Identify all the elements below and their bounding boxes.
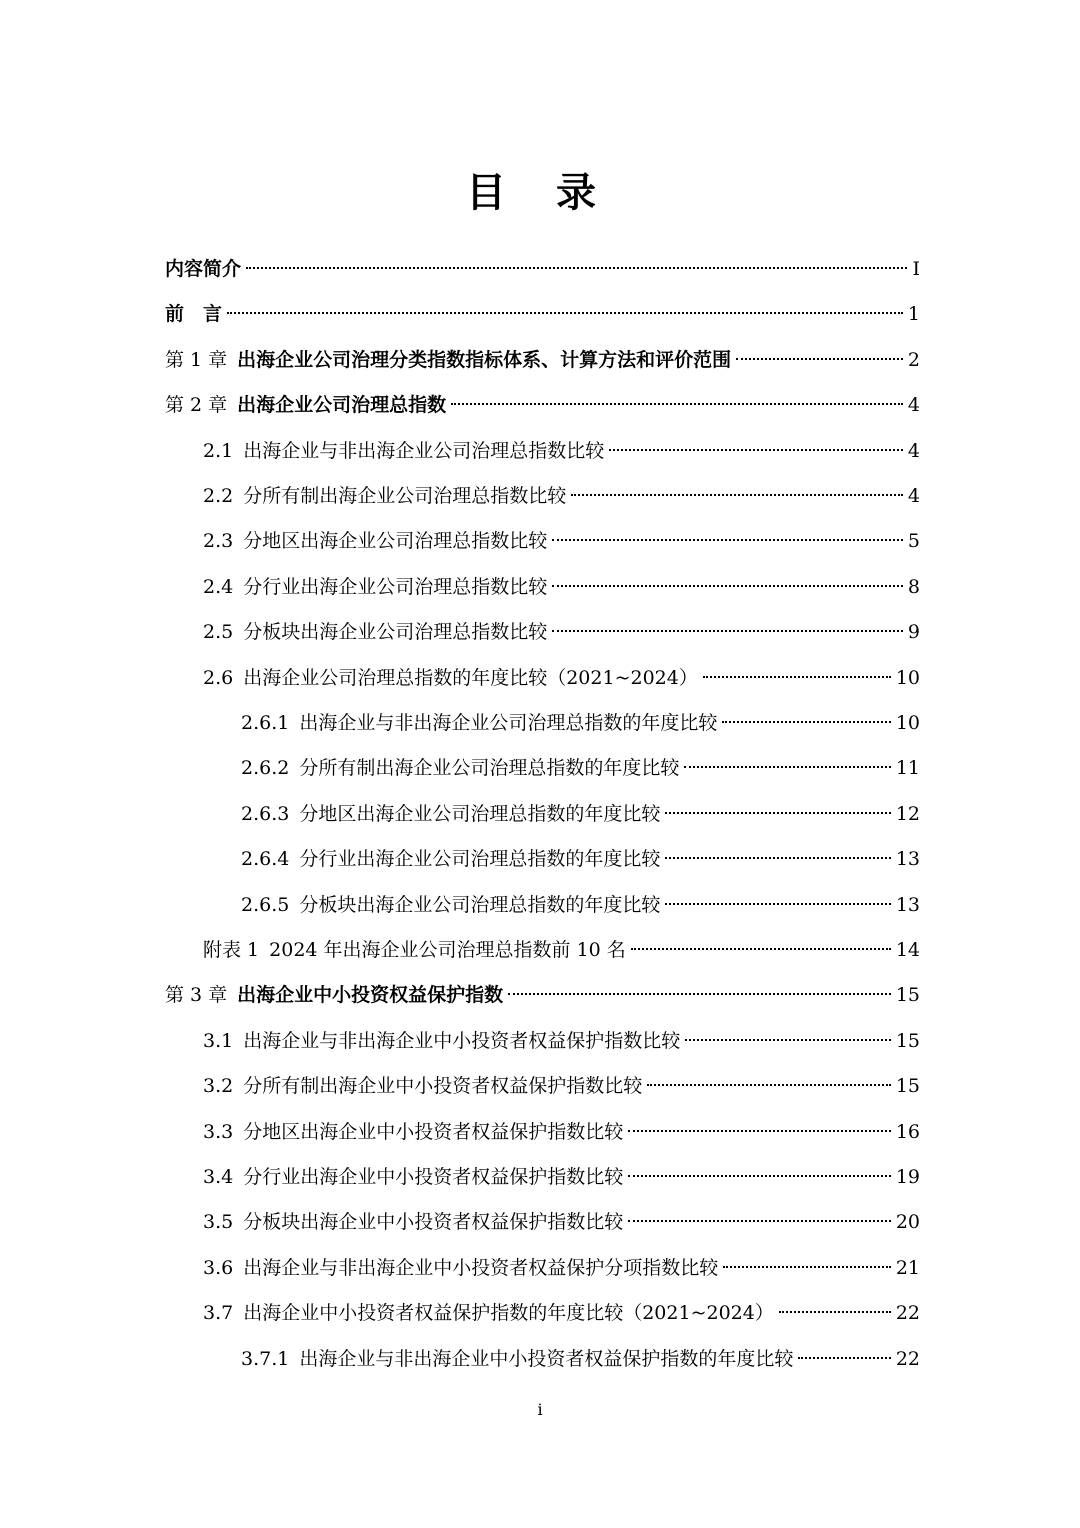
toc-entry[interactable] <box>203 1069 920 1103</box>
toc-entry[interactable] <box>241 888 920 922</box>
toc-entry[interactable] <box>203 1160 920 1194</box>
toc-entry-number: 3.4 <box>203 1166 234 1188</box>
toc-entry[interactable] <box>203 434 920 468</box>
dot-leader <box>552 585 903 587</box>
toc-entry-title: 出海企业与非出海企业中小投资者权益保护指数比较 <box>243 1030 681 1052</box>
toc-entry-page: 12 <box>895 803 920 825</box>
toc-entry-title: 分所有制出海企业公司治理总指数的年度比较 <box>299 757 680 779</box>
dot-leader <box>647 1084 891 1086</box>
dot-leader <box>665 857 890 859</box>
toc-entry-page: 15 <box>895 984 920 1006</box>
toc-entry-number: 3.3 <box>203 1121 234 1143</box>
dot-leader <box>571 494 903 496</box>
toc-entry-title: 分地区出海企业公司治理总指数的年度比较 <box>299 803 661 825</box>
toc-entry-page: 13 <box>895 894 920 916</box>
toc-entry-title: 出海企业中小投资者权益保护指数的年度比较（2021~2024） <box>243 1302 774 1324</box>
toc-entry-page: 13 <box>895 848 920 870</box>
toc-entry-title: 出海企业公司治理分类指数指标体系、计算方法和评价范围 <box>237 349 732 371</box>
toc-entry-page: 15 <box>895 1075 920 1097</box>
toc-entry-title: 出海企业公司治理总指数 <box>237 394 447 416</box>
toc-entry-title: 分板块出海企业公司治理总指数的年度比较 <box>299 894 661 916</box>
toc-entry-page: 2 <box>907 349 920 371</box>
toc-entry-title: 分所有制出海企业公司治理总指数比较 <box>243 485 567 507</box>
toc-entry-page: 9 <box>907 621 920 643</box>
toc-entry-number: 第 1 章 <box>165 349 228 371</box>
toc-entry-number: 3.1 <box>203 1030 234 1052</box>
toc-entry-title: 出海企业中小投资权益保护指数 <box>237 984 504 1006</box>
toc-entry-page: 8 <box>907 576 920 598</box>
toc-entry-title: 分行业出海企业公司治理总指数比较 <box>243 576 548 598</box>
toc-entry[interactable] <box>203 1024 920 1058</box>
toc-entry[interactable] <box>165 343 920 377</box>
toc-entry-title: 分板块出海企业公司治理总指数比较 <box>243 621 548 643</box>
toc-entry-page: 4 <box>907 440 920 462</box>
toc-entry-page: 5 <box>907 530 920 552</box>
toc-entry-page: 15 <box>895 1030 920 1052</box>
toc-entry[interactable] <box>165 297 920 331</box>
toc-entry[interactable] <box>203 661 920 695</box>
toc-entry-title: 分板块出海企业中小投资者权益保护指数比较 <box>243 1211 624 1233</box>
page-title: 目 录 <box>466 169 614 216</box>
dot-leader <box>628 1175 891 1177</box>
toc-entry[interactable] <box>241 1342 920 1376</box>
toc-entry-title: 分地区出海企业公司治理总指数比较 <box>243 530 548 552</box>
toc-entry-title: 2024 年出海企业公司治理总指数前 10 名 <box>269 939 626 961</box>
dot-leader <box>508 993 891 995</box>
toc-entry-title: 出海企业与非出海企业公司治理总指数比较 <box>243 440 605 462</box>
toc-entry[interactable] <box>203 524 920 558</box>
dot-leader <box>227 312 903 314</box>
toc-entry-number: 2.5 <box>203 621 234 643</box>
toc-entry-page: 1 <box>907 303 920 325</box>
toc-entry[interactable] <box>203 615 920 649</box>
toc-entry[interactable] <box>241 751 920 785</box>
toc-entry[interactable] <box>241 706 920 740</box>
toc-entry-title: 出海企业与非出海企业中小投资者权益保护分项指数比较 <box>243 1257 719 1279</box>
toc-entry-page: 14 <box>895 939 920 961</box>
toc-entry-number: 2.6.1 <box>241 712 290 734</box>
toc-entry-page: 22 <box>895 1302 920 1324</box>
toc-entry-page: 4 <box>907 394 920 416</box>
toc-entry[interactable] <box>203 1296 920 1330</box>
toc-entry-page: 10 <box>895 667 920 689</box>
toc-entry-title: 出海企业与非出海企业中小投资者权益保护指数的年度比较 <box>299 1348 794 1370</box>
dot-leader <box>451 403 903 405</box>
dot-leader <box>631 948 891 950</box>
dot-leader <box>628 1130 891 1132</box>
toc-entry-number: 2.1 <box>203 440 234 462</box>
toc-entry-number: 3.7 <box>203 1302 234 1324</box>
toc-entry-title: 内容简介 <box>165 258 242 280</box>
toc-entry-number: 3.5 <box>203 1211 234 1233</box>
toc-entry-number: 3.2 <box>203 1075 234 1097</box>
toc-entry-number: 附表 1 <box>203 939 260 961</box>
toc-entry[interactable] <box>241 842 920 876</box>
dot-leader <box>665 903 890 905</box>
toc-entry-number: 2.6.3 <box>241 803 290 825</box>
dot-leader <box>665 812 890 814</box>
toc-entry-page: 10 <box>895 712 920 734</box>
dot-leader <box>609 449 903 451</box>
toc-entry-page: 21 <box>895 1257 920 1279</box>
toc-entry-number: 第 3 章 <box>165 984 228 1006</box>
toc-entry-title: 出海企业与非出海企业公司治理总指数的年度比较 <box>299 712 718 734</box>
toc-entry-title: 分行业出海企业公司治理总指数的年度比较 <box>299 848 661 870</box>
toc-entry[interactable] <box>203 479 920 513</box>
toc-entry[interactable] <box>203 933 920 967</box>
toc-entry-title: 出海企业公司治理总指数的年度比较（2021~2024） <box>243 667 698 689</box>
dot-leader <box>722 721 890 723</box>
toc-entry-title: 分行业出海企业中小投资者权益保护指数比较 <box>243 1166 624 1188</box>
toc-entry-number: 2.6.4 <box>241 848 290 870</box>
toc-entry-number: 2.6.2 <box>241 757 290 779</box>
dot-leader <box>798 1357 890 1359</box>
toc-entry[interactable] <box>203 570 920 604</box>
toc-entry-title: 分地区出海企业中小投资者权益保护指数比较 <box>243 1121 624 1143</box>
dot-leader <box>723 1266 891 1268</box>
toc-entry-number: 3.7.1 <box>241 1348 290 1370</box>
toc-entry[interactable] <box>241 797 920 831</box>
toc-entry[interactable] <box>203 1205 920 1239</box>
toc-entry-number: 3.6 <box>203 1257 234 1279</box>
toc-entry-number: 2.6 <box>203 667 234 689</box>
dot-leader <box>552 630 903 632</box>
toc-entry-number: 第 2 章 <box>165 394 228 416</box>
toc-entry[interactable] <box>165 388 920 422</box>
toc-entry[interactable] <box>203 1115 920 1149</box>
toc-entry[interactable] <box>165 252 920 286</box>
toc-entry-page: 19 <box>895 1166 920 1188</box>
toc-entry-number: 2.6.5 <box>241 894 290 916</box>
dot-leader <box>685 1039 891 1041</box>
toc-entry[interactable] <box>165 978 920 1012</box>
dot-leader <box>703 676 891 678</box>
page-number-footer: i <box>537 1400 543 1419</box>
toc-entry-title: 分所有制出海企业中小投资者权益保护指数比较 <box>243 1075 643 1097</box>
toc-entry-page: 11 <box>895 757 920 779</box>
dot-leader <box>628 1220 891 1222</box>
dot-leader <box>552 539 903 541</box>
toc-entry-number: 2.4 <box>203 576 234 598</box>
toc-entry-number: 2.3 <box>203 530 234 552</box>
toc-entry-page: 4 <box>907 485 920 507</box>
toc-entry[interactable] <box>203 1251 920 1285</box>
toc-entry-page: I <box>912 258 920 280</box>
toc-entry-title: 前 言 <box>165 303 223 325</box>
dot-leader <box>246 267 907 269</box>
dot-leader <box>779 1311 891 1313</box>
dot-leader <box>736 358 903 360</box>
toc-entry-number: 2.2 <box>203 485 234 507</box>
dot-leader <box>684 766 890 768</box>
toc-entry-page: 20 <box>895 1211 920 1233</box>
toc-entry-page: 16 <box>895 1121 920 1143</box>
toc-entry-page: 22 <box>895 1348 920 1370</box>
